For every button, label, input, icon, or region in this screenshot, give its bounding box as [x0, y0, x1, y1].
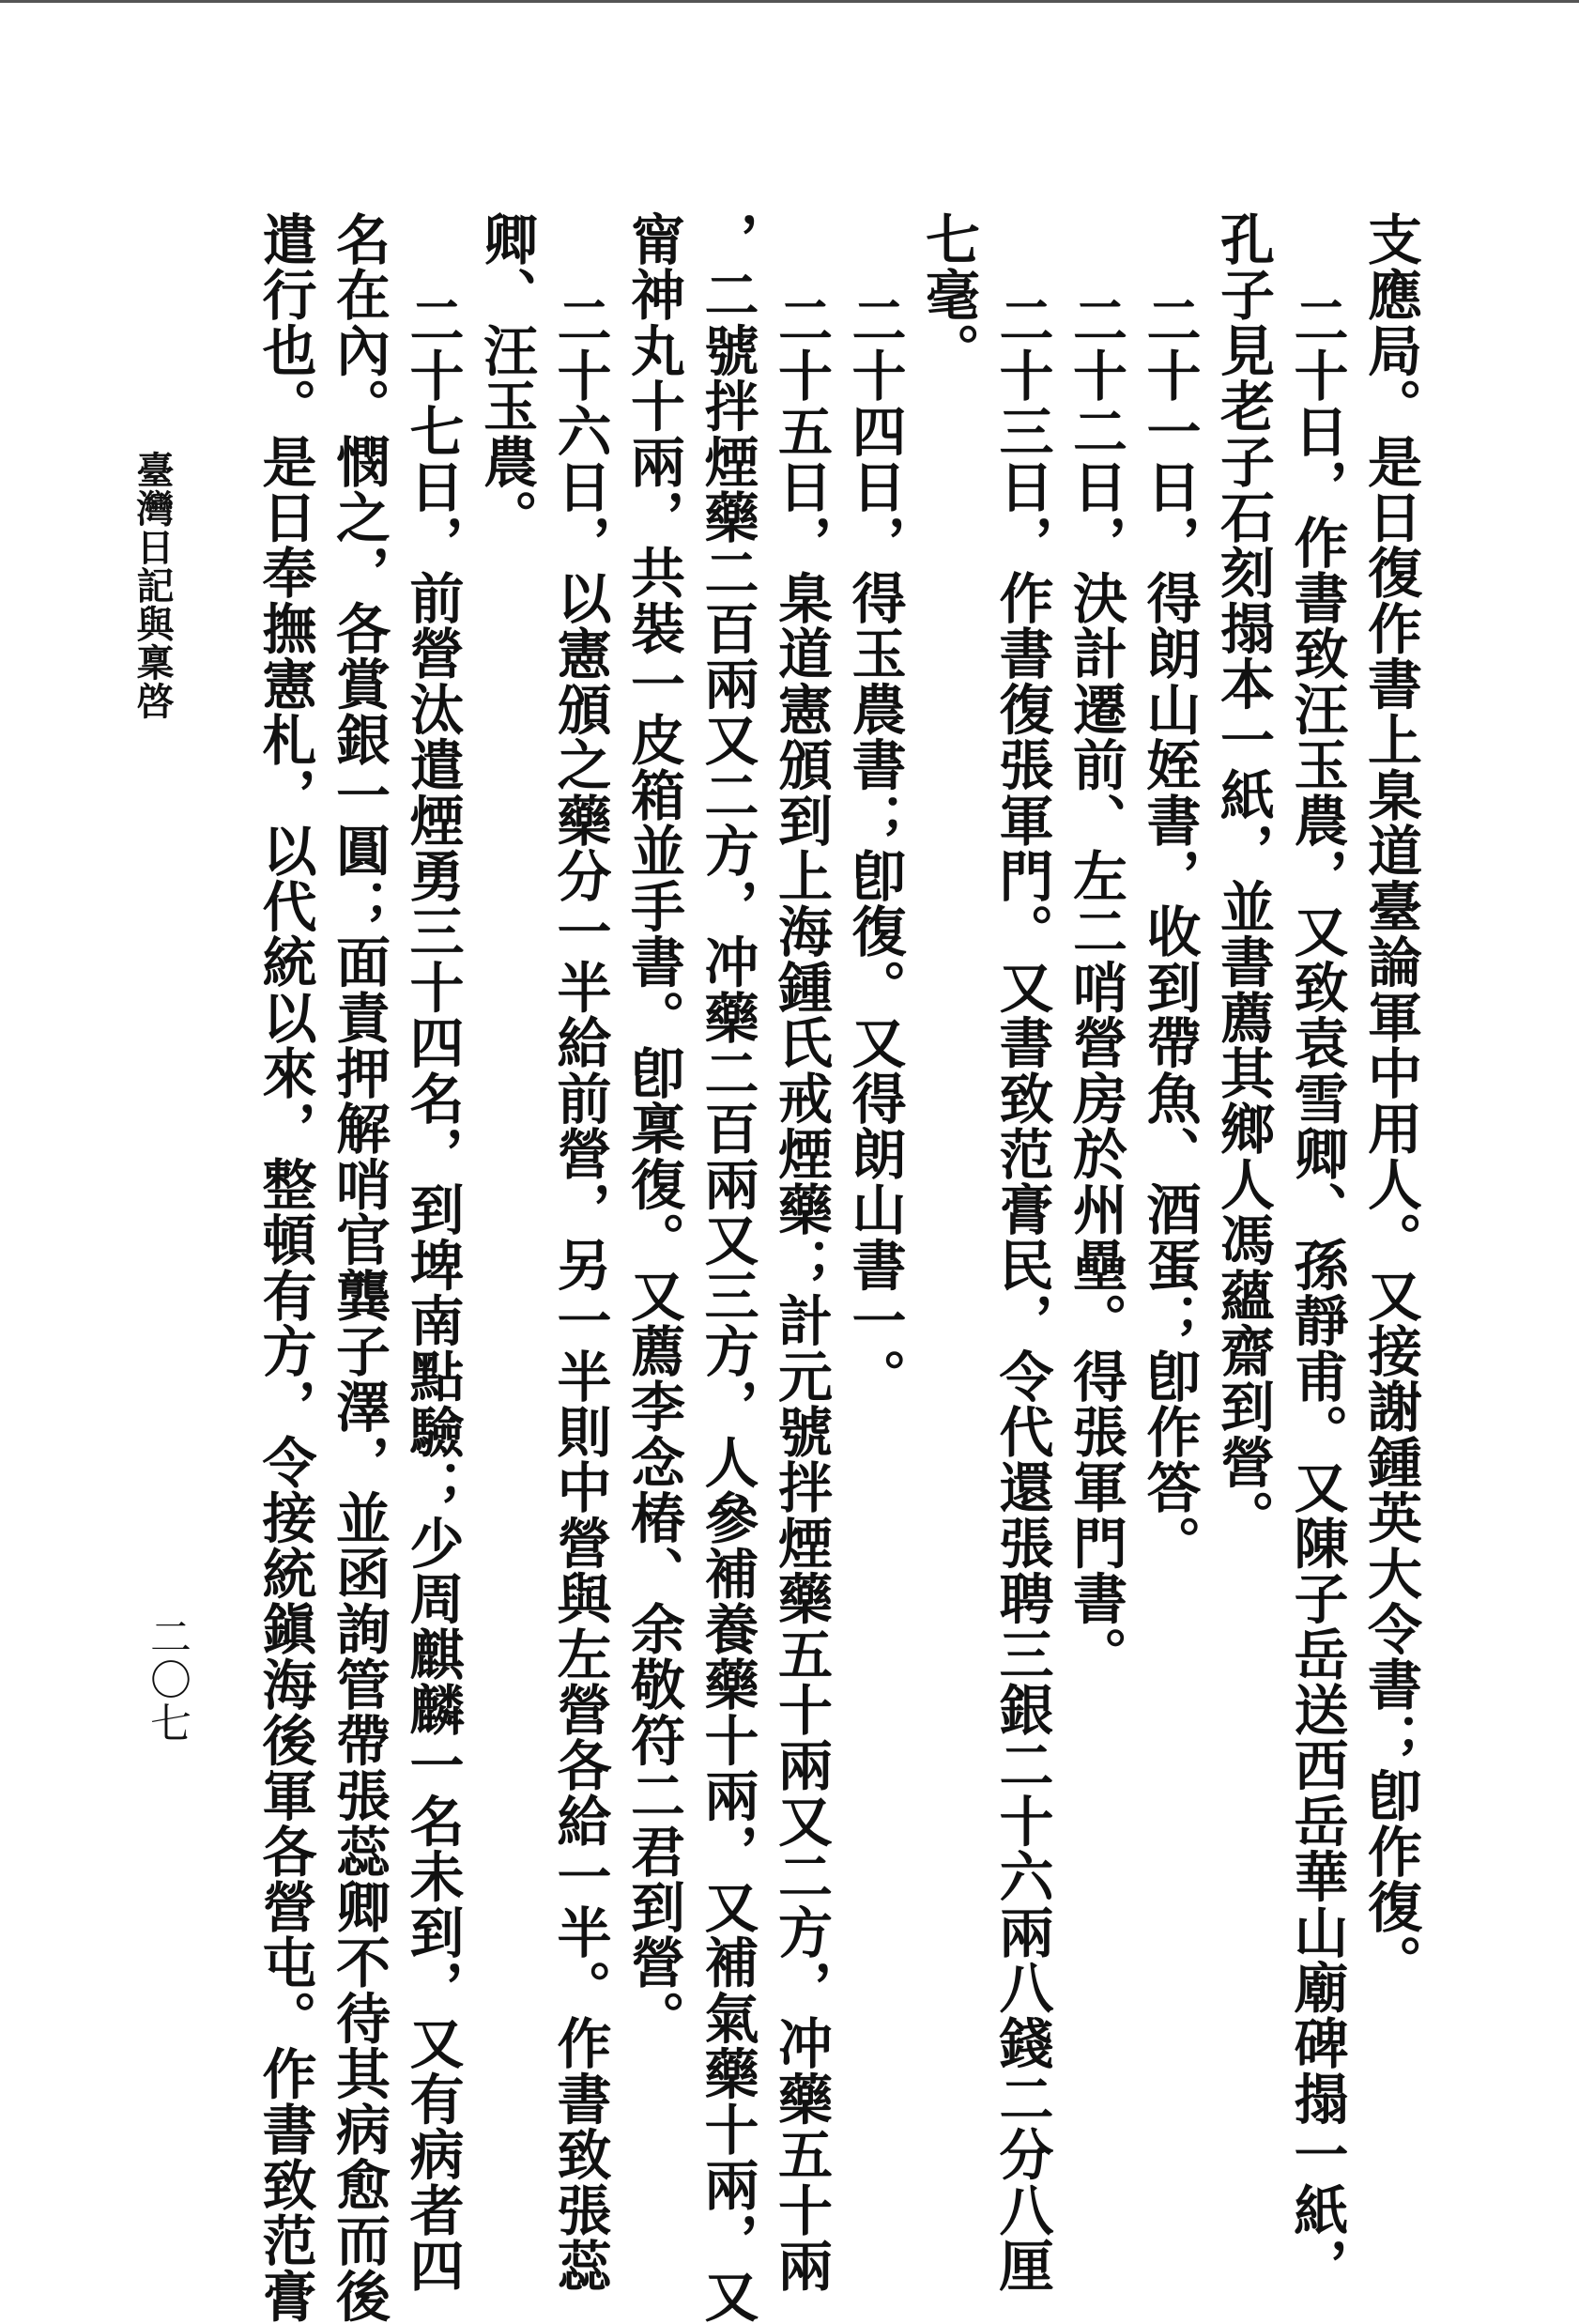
text-line: 卿、汪玉農。: [474, 211, 538, 546]
running-title: 臺灣日記與稟啓: [130, 451, 175, 720]
page-number: 二〇七: [143, 1615, 191, 1745]
text-line: 孔子見老子石刻搨本一紙，並書薦其鄉人馮蘊齋到營。: [1211, 211, 1275, 1546]
text-line: 七毫。: [916, 211, 980, 378]
text-line: 二十二日，決計遷前、左二哨營房於州壘。得張軍門書。: [1064, 292, 1127, 1682]
top-rule: [0, 0, 1579, 3]
text-line: 甯神丸十兩，共裝一皮箱並手書。卽稟復。又薦李念椿、余敬符二君到營。: [621, 211, 685, 2046]
text-line: 遣行也。是日奉撫憲札，以代統以來，整頓有方，令接統鎭海後軍各營屯。作書致范膏: [253, 211, 317, 2324]
text-line: 二十五日，臬道憲頒到上海鍾氏戒煙藥；計元號拌煙藥五十兩又二方，冲藥五十兩: [769, 292, 833, 2294]
page-body: [178, 211, 1427, 2324]
text-line: 二十六日，以憲頒之藥分一半給前營，另一半則中營與左營各給一半。作書致張蕊: [547, 292, 612, 2294]
text-line: 支應局。是日復作書上臬道臺論軍中用人。又接謝鍾英大令書；卽作復。: [1358, 211, 1422, 1991]
text-line: 二十三日，作書復張軍門。又書致范膏民，令代還張聘三銀二十六兩八錢二分八厘: [989, 292, 1054, 2294]
text-line: 二十一日，得朗山姪書，收到帶魚、酒蛋；卽作答。: [1137, 292, 1202, 1571]
text-line: 二十日，作書致汪玉農，又致袁雪卿、孫靜甫。又陳子岳送西岳華山廟碑搨一紙，: [1284, 292, 1349, 2294]
text-line: ，二號拌煙藥二百兩又二方，冲藥二百兩又三方，人參補養藥十兩，又補氣藥十兩，又: [695, 211, 759, 2324]
text-line: 名在內。憫之，各賞銀一圓；面責押解哨官龔子澤，並函詢管帶張蕊卿不待其病愈而後: [327, 211, 391, 2324]
text-line: 二十四日，得玉農書；卽復。又得朗山書一。: [842, 292, 907, 1404]
text-line: 二十七日，前營汰遣煙勇三十四名，到埤南點驗；少周麒麟一名未到，又有病者四: [400, 292, 465, 2294]
